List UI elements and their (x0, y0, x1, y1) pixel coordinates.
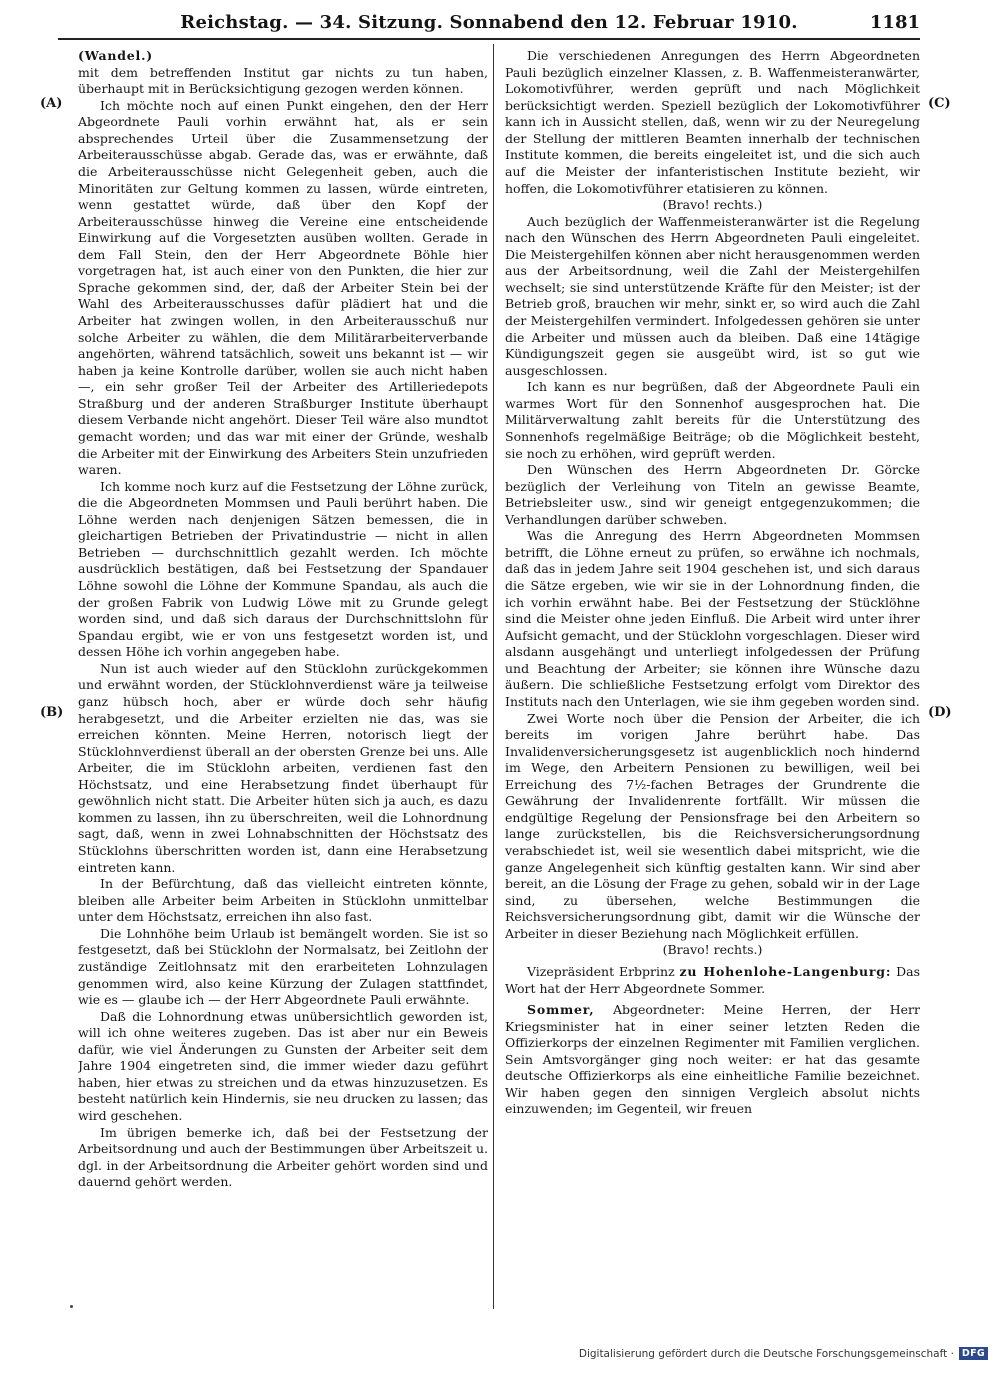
left-column (78, 48, 488, 1308)
left-paragraph-5: In der Befürchtung, daß das vielleicht eintreten könnte, bleiben alle Arbeiter beim Arbeiten in Stücklohn unmittelbar unter dem Höchstsatz, erreichen ihn also fast. (78, 876, 488, 925)
speaker-continuation: (Wandel.) (78, 48, 153, 63)
applause-note-2: (Bravo! rechts.) (662, 942, 763, 958)
right-paragraph-6: Zwei Worte noch über die Pension der Arbeiter, die ich bereits im vorigen Jahre berührt habe. Das Invalidenversicherungsgesetz ist augenblicklich noch hindernd im Wege, den Arbeitern Pensionen zu bewilligen, weil bei Erreichung des 7½-fachen Betrages der Grundrente die Gewährung der Invalidenrente fortfällt. Wir müssen die endgültige Regelung der Pensionsfrage bei den Arbeitern so lange zurückstellen, bis die Reichsversicherungsordnung verabschiedet ist, weil sie wesentlich dabei mitspricht, wie die ganze Angelegenheit sich künftig gestalten kann. Wir sind aber bereit, an die Lösung der Frage zu gehen, sobald wir in der Lage sind, zu übersehen, welche Bestimmungen die Reichsversicherungsordnung gibt, damit wir die Wünsche der Arbeiter in dieser Beziehung nach Möglichkeit erfüllen. (505, 710, 920, 941)
left-paragraph-3: Ich komme noch kurz auf die Festsetzung der Löhne zurück, die die Abgeordneten Mommsen und Pauli berührt haben. Die Löhne werden nach denjenigen Sätzen bemessen, die in gleichartigen Betrieben der Privatindustrie — nicht in allen Betrieben — durchschnittlich gezahlt werden. Ich möchte ausdrücklich bestätigen, daß bei Festsetzung der Spandauer Löhne sowohl die Löhne der Kommune Spandau, als auch die der großen Fabrik von Ludwig Löwe mit zu Grunde gelegt worden sind, und daß sich daraus der Durchschnittslohn für Spandau ergibt, wie er von uns festgesetzt worden ist, und dessen Höhe ich vorhin angegeben habe. (78, 478, 488, 660)
page-number: 1181 (869, 12, 920, 33)
vice-president-name: zu Hohenlohe-Langenburg: (679, 963, 892, 979)
margin-mark-d: (D) (928, 705, 952, 720)
margin-mark-a: (A) (40, 96, 63, 111)
vice-president-title: Vizepräsident Erbprinz (527, 963, 680, 979)
footer-credit: Digitalisierung gefördert durch die Deutsche Forschungsgemeinschaft · (578, 1347, 954, 1360)
left-paragraph-7: Daß die Lohnordnung etwas unübersichtlich geworden ist, will ich ohne weiteres zugeben. Das ist aber nur ein Beweis dafür, wie viel Änderungen zu Gunsten der Arbeiter seit dem Jahre 1904 eingetreten sind, die immer wieder dazu geführt haben, hier etwas zu streichen und da etwas hinzuzusetzen. Es besteht natürlich kein Hindernis, sie neu drucken zu lassen; das wird geschehen. (78, 1008, 488, 1123)
column-divider (493, 44, 494, 1309)
right-paragraph-4: Den Wünschen des Herrn Abgeordneten Dr. Görcke bezüglich der Verleihung von Titeln an gewisse Beamte, Betriebsleiter usw., sind wir geneigt entgegenzukommen; die Verhandlungen darüber schweben. (505, 462, 920, 527)
page-header (58, 8, 920, 40)
speaker-sommer-paragraph (505, 1002, 920, 1118)
vice-president-text: Das Wort hat der Herr Abgeordnete Sommer. (505, 963, 920, 996)
digitization-footer (579, 1347, 988, 1360)
speaker-sommer-text: Abgeordneter: Meine Herren, der Herr Kriegsminister hat in einer seiner letzten Reden die Offizierkorps der einzelnen Regimenter mit Familien verglichen. Sein Amtsvorgänger ging noch weiter: er hat das gesamte deutsche Offizierkorps als eine einheitliche Familie bezeichnet. Wir haben gegen den sinnigen Vergleich absolut nichts einzuwenden; im Gegenteil, wir freuen (505, 1002, 920, 1117)
margin-mark-c: (C) (928, 96, 951, 111)
left-paragraph-2: Ich möchte noch auf einen Punkt eingehen, den der Herr Abgeordnete Pauli vorhin erwähnt hat, als er sein absprechendes Urteil über die Zusammensetzung der Arbeiterausschüsse abgab. Gerade das, was er erwähnte, daß die Arbeiterausschüsse nicht Gelegenheit geben, auch die Minoritäten zur Geltung kommen zu lassen, würde eintreten, wenn gestattet würde, daß über den Kopf der Arbeiterausschüsse hinweg die Vereine eine entscheidende Einwirkung auf die Vorgesetzten ausüben wollten. Gerade in dem Fall Stein, den der Herr Abgeordnete Böhle hier vorgetragen hat, ist auch einer von den Punkten, die hier zur Sprache gekommen sind, der, daß der Arbeiter Stein bei der Wahl des Arbeiterausschusses dafür plädiert hat und die Arbeiter hat zwingen wollen, in den Arbeiterausschuß nur solche Arbeiter zu wählen, die dem Militärarbeiterverbande angehörten, während tatsächlich, soweit uns bekannt ist — wir haben ja keine Kontrolle darüber, wollen sie auch nicht haben —, ein sehr großer Teil der Arbeiter des Artilleriedepots Straßburg und der anderen Straßburger Institute überhaupt diesem Verbande nicht angehört. Dieser Teil wäre also mundtot gemacht worden; und das war mit einer der Gründe, weshalb die Arbeiter mit der Einwirkung des Arbeiters Stein unzufrieden waren. (78, 97, 488, 478)
right-paragraph-5: Was die Anregung des Herrn Abgeordneten Mommsen betrifft, die Löhne erneut zu prüfen, so erwähne ich nochmals, daß das in jedem Jahre seit 1904 geschehen ist, und sich daraus die Sätze ergeben, wie wir sie in der Lohnordnung finden, die ich vorhin erwähnt habe. Bei der Festsetzung der Stücklöhne sind die Meister ohne jeden Einfluß. Die Arbeit wird unter ihrer Aufsicht gemacht, und der Stücklohn vorgeschlagen. Dieser wird alsdann ausgehängt und unterliegt infolgedessen der Prüfung und Beachtung der Arbeiter; sie können ihre Wünsche dazu äußern. Die schließliche Festsetzung erfolgt vom Direktor des Instituts nach den Unterlagen, wie sie ihm gegeben worden sind. (505, 528, 920, 709)
header-rule (58, 38, 920, 40)
left-paragraph-1: mit dem betreffenden Institut gar nichts zu tun haben, überhaupt mit in Berücksichtigung gezogen werden können. (78, 64, 488, 97)
left-paragraph-8: Im übrigen bemerke ich, daß bei der Festsetzung der Arbeitsordnung und auch der Bestimmungen über Arbeitszeit u. dgl. in der Arbeitsordnung die Arbeiter gehört worden sind und dauernd gehört werden. (78, 1124, 488, 1190)
speaker-sommer-name: Sommer, (527, 1002, 595, 1018)
dfg-logo: DFG (959, 1347, 988, 1360)
margin-mark-b: (B) (40, 705, 64, 720)
right-paragraph-2: Auch bezüglich der Waffenmeisteranwärter ist die Regelung nach den Wünschen des Herrn Abgeordneten Pauli eingeleitet. Die Meistergehilfen können aber nicht herausgenommen werden aus der Arbeitsordnung, weil die Zahl der Meistergehilfen wechselt; sie sind unterstützende Kräfte für den Meister; ist der Betrieb groß, brauchen wir mehr, sinkt er, so wird auch die Zahl der Meistergehilfen vermindert. Infolgedessen gehören sie unter die Arbeiter und müssen auch da bleiben. Daß eine 14tägige Kündigungszeit gegen sie ausgeübt wird, ist so gut wie ausgeschlossen. (505, 213, 920, 378)
right-column (505, 48, 920, 1308)
applause-note-1: (Bravo! rechts.) (662, 197, 763, 213)
left-paragraph-4: Nun ist auch wieder auf den Stücklohn zurückgekommen und erwähnt worden, der Stücklohnverdienst wäre ja teilweise ganz hübsch hoch, aber er würde doch sehr häufig herabgesetzt, und die Arbeiter erzielten nie das, was sie erreichen könnten. Meine Herren, notorisch liegt der Stücklohnverdienst überall an der obersten Grenze bei uns. Alle Arbeiter, die im Stücklohn arbeiten, verdienen fast den Höchstsatz, und eine Herabsetzung findet überhaupt für gewöhnlich nicht statt. Die Arbeiter hüten sich ja auch, es dazu kommen zu lassen, ihn zu überschreiten, weil die Lohnordnung sagt, daß, wenn in zwei Lohnabschnitten der Höchstsatz des Stücklohns überschritten worden ist, dann eine Herabsetzung eintreten kann. (78, 660, 488, 875)
scan-speck (70, 1305, 73, 1308)
right-paragraph-3: Ich kann es nur begrüßen, daß der Abgeordnete Pauli ein warmes Wort für den Sonnenhof ausgesprochen hat. Die Militärverwaltung zahlt bereits für die Unterstützung des Sonnenhofs regelmäßige Beiträge; ob die Möglichkeit besteht, sie noch zu erhöhen, wird geprüft werden. (505, 379, 920, 461)
vice-president-statement (505, 964, 920, 997)
right-paragraph-1: Die verschiedenen Anregungen des Herrn Abgeordneten Pauli bezüglich einzelner Klassen, z. B. Waffenmeisteranwärter, Lokomotivführer, werden geprüft und nach Möglichkeit berücksichtigt werden. Speziell bezüglich der Lokomotivführer kann ich in Aussicht stellen, daß, wenn wir zu der Neuregelung der Stellung der mittleren Beamten innerhalb der technischen Institute kommen, die bereits eingeleitet ist, und die sich auch auf die Meister der infanteristischen Institute bezieht, wir hoffen, die Lokomotivführer etatisieren zu können. (505, 48, 920, 196)
left-paragraph-6: Die Lohnhöhe beim Urlaub ist bemängelt worden. Sie ist so festgesetzt, daß bei Stücklohn der Normalsatz, bei Zeitlohn der zuständige Zeitlohnsatz mit den erarbeiteten Lohnzulagen genommen wird, also keine Kürzung der Zulagen stattfindet, wie es — glaube ich — der Herr Abgeordnete Pauli erwähnte. (78, 925, 488, 1008)
header-title: Reichstag. — 34. Sitzung. Sonnabend den 12. Februar 1910. (180, 12, 798, 33)
